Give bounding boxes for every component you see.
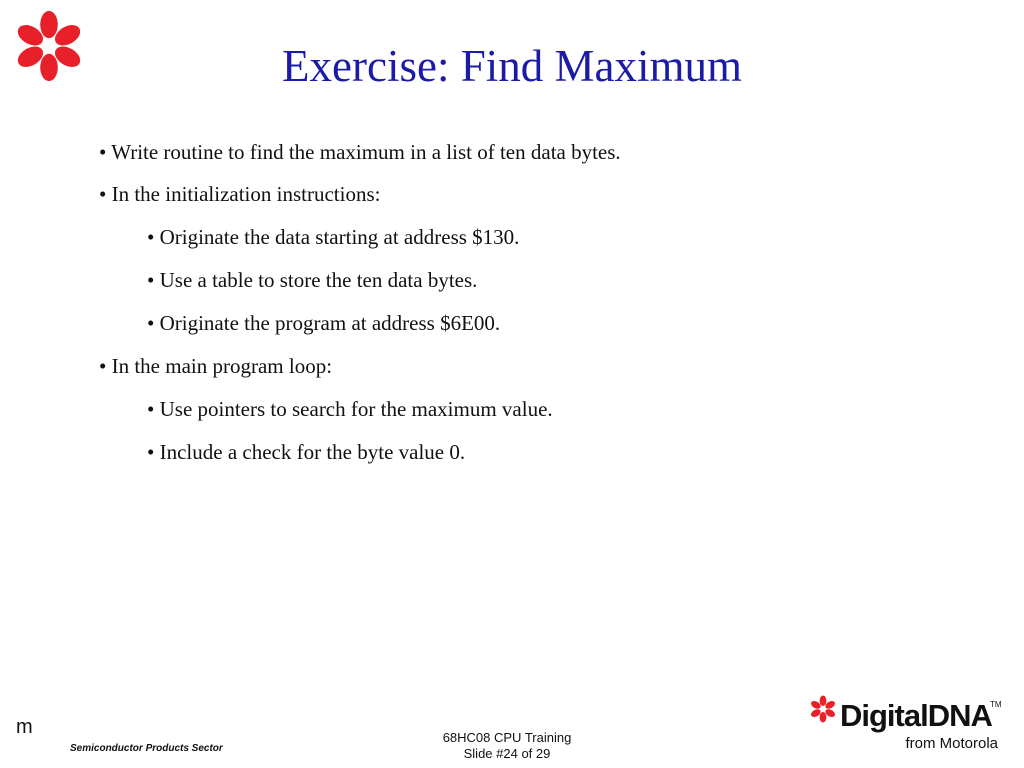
- slide-number: Slide #24 of 29: [463, 746, 551, 761]
- motorola-mark: m: [16, 716, 33, 738]
- course-title: 68HC08 CPU Training: [442, 730, 572, 745]
- bullet-item: • In the initialization instructions:: [99, 182, 381, 206]
- sub-bullet-item: • Use pointers to search for the maximum value.: [147, 397, 553, 421]
- dna-trademark: TM: [990, 700, 1002, 709]
- sub-bullet-item: • Include a check for the byte value 0.: [147, 440, 466, 464]
- sub-bullet-item: • Originate the data starting at address $130.: [147, 225, 520, 249]
- sector-label: Semiconductor Products Sector: [70, 743, 223, 754]
- dna-logo-subtitle: from Motorola: [905, 735, 998, 752]
- digital-dna-logo: [808, 692, 1004, 756]
- slide-title: Exercise: Find Maximum: [282, 41, 742, 91]
- bullet-item: • In the main program loop:: [99, 354, 333, 378]
- dna-flower-icon: [808, 694, 838, 724]
- bullet-item: • Write routine to find the maximum in a list of ten data bytes.: [99, 140, 621, 164]
- sub-bullet-item: • Originate the program at address $6E00.: [147, 311, 501, 335]
- sub-bullet-item: • Use a table to store the ten data bytes.: [147, 268, 478, 292]
- footer-info: [412, 730, 602, 762]
- dna-logo-text: DigitalDNA: [840, 698, 992, 733]
